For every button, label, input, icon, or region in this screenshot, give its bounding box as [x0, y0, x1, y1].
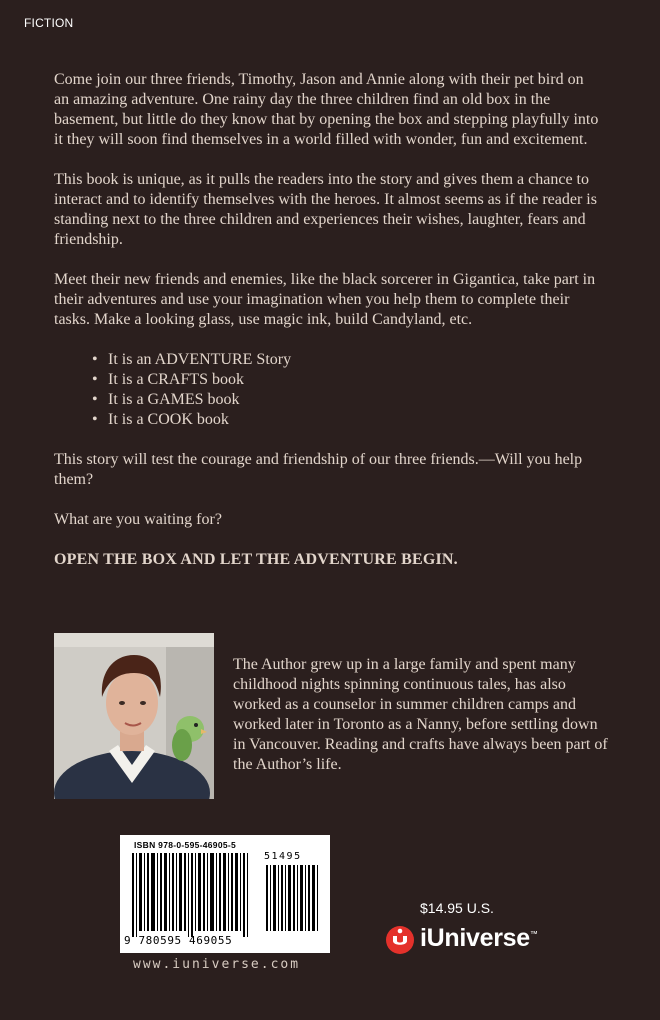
back-cover-blurb	[54, 70, 602, 590]
blurb-paragraph: Meet their new friends and enemies, like the black sorcerer in Gigantica, take part in their adventures and use your imagination when you help them to complete their tasks. Make a looking glass, use magic ink, build Candyland, etc.	[54, 271, 596, 328]
publisher-website: www.iuniverse.com	[133, 957, 301, 972]
price-label: $14.95 U.S.	[420, 900, 494, 916]
publisher-name-text: iUniverse	[420, 923, 530, 952]
blurb-paragraph: Come join our three friends, Timothy, Jason and Annie along with their pet bird on an amazing adventure. One rainy day the three children find an old box in the basement, but little do they know that by opening the box and stepping playfully into it they will soon find themselves in a world filled with wonder, fun and excitement.	[54, 71, 599, 148]
blurb-question: What are you waiting for?	[54, 511, 222, 528]
isbn-barcode	[120, 835, 330, 953]
blurb-paragraph: This book is unique, as it pulls the readers into the story and gives them a chance to interact and to identify themselves with the heroes. It almost seems as if the reader is standing next to the three children and experiences their wishes, laughter, fears and friendship.	[54, 171, 597, 248]
trademark-symbol: ™	[529, 929, 538, 939]
genre-label: FICTION	[24, 16, 74, 30]
isbn-label: ISBN 978-0-595-46905-5	[134, 840, 237, 850]
iuniverse-logo-icon	[384, 921, 416, 955]
feature-list-item: • It is a COOK book	[108, 410, 602, 430]
feature-list	[54, 350, 602, 430]
barcode-digits: 9 780595 469055	[124, 934, 233, 947]
author-bio: The Author grew up in a large family and spent many childhood nights spinning continuous tales, has also worked as a counselor in summer children camps and worked later in Toronto as a Nanny, before settling down in Vancouver. Reading and crafts have always been part of the Author’s life.	[233, 656, 608, 773]
blurb-paragraph: This story will test the courage and friendship of our three friends.—Will you help them?	[54, 451, 583, 488]
publisher-logo	[384, 918, 538, 958]
publisher-name	[420, 924, 538, 953]
call-to-action: OPEN THE BOX AND LET THE ADVENTURE BEGIN.	[54, 551, 458, 568]
price-addon-digits: 51495	[264, 851, 302, 862]
feature-list-item: • It is a GAMES book	[108, 390, 602, 410]
feature-list-item: • It is a CRAFTS book	[108, 370, 602, 390]
feature-list-item: • It is an ADVENTURE Story	[108, 350, 602, 370]
author-portrait-illustration	[54, 633, 214, 799]
author-photo	[54, 633, 214, 799]
